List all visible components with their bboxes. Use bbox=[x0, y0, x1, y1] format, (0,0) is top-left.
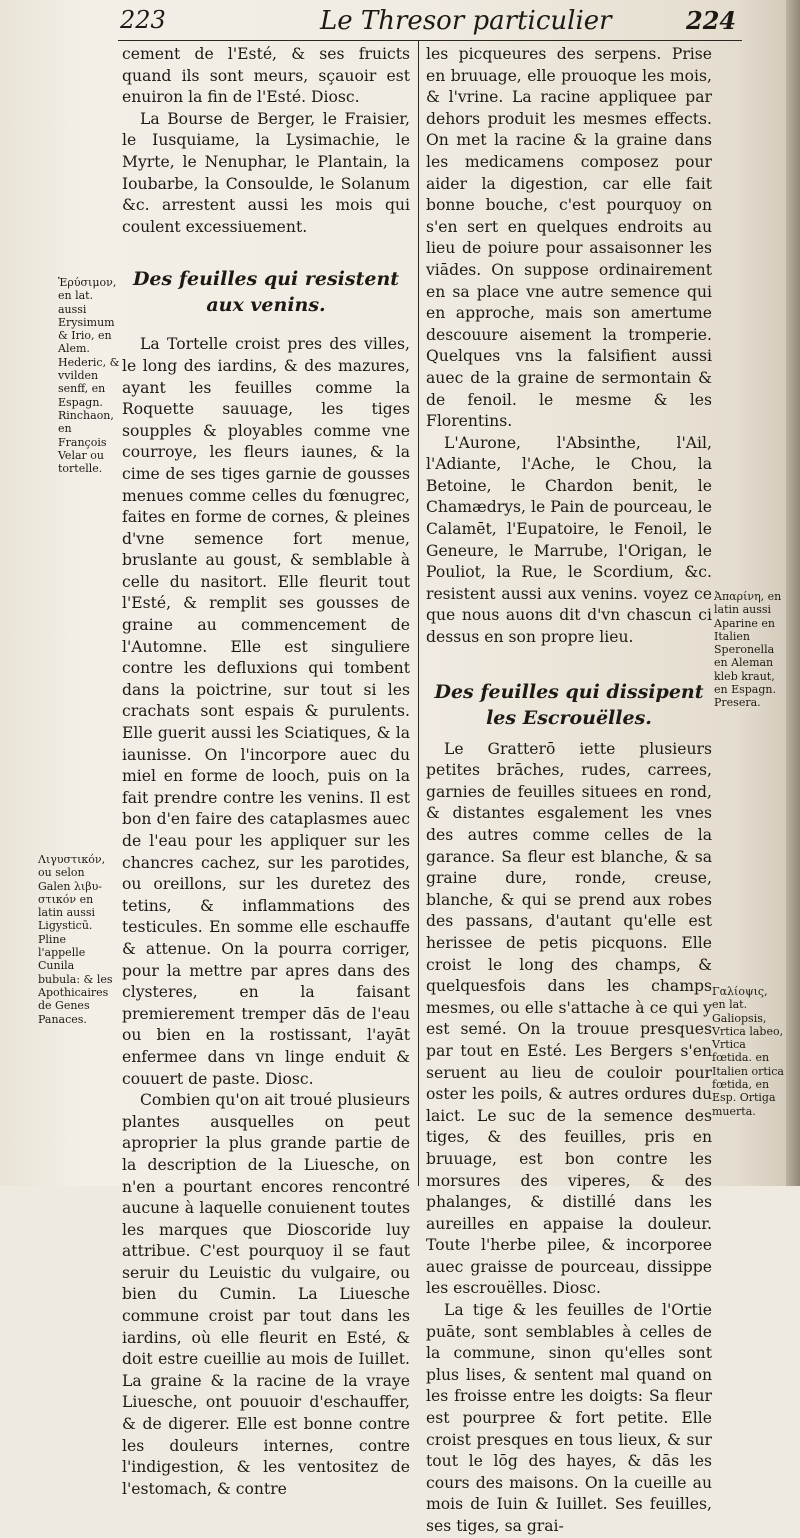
paragraph: La tige & les feuilles de l'Ortie puāte, sont semblables à celles de la commune, sinon qu'elles sont plus lises, & sentent mal quand on les froisse entre les doigts: Sa fleur est pourpree & fort petite. Elle croist presques en tous lieux, & sur tout le lōg des hayes, & dās les cours des maisons. On la cueille au mois de Iuin & Iuillet. Ses feuilles, ses tiges, sa grai- bbox=[426, 1301, 712, 1535]
paragraph: L'Aurone, l'Absinthe, l'Ail, l'Adiante, l'Ache, le Chou, la Betoine, le Chardon benit, le Chamædrys, le Pain de pourceau, le Calamēt, l'Eupatoire, le Fenoil, le Geneure, le Marrube, l'Origan, le Pouliot, la Rue, le Scordium, &c. resistent aussi aux venins. voyez ce que nous auons dit d'vn chascun ci dessus en son propre lieu. bbox=[426, 433, 712, 647]
paragraph: Combien qu'on ait troué plusieurs plantes ausquelles on peut aproprier la plus grande partie de la description de la Liuesche, on n'en a pourtant encores rencontré aucune à laquelle conuienent toutes les marques que Dioscoride luy attribue. C'est pourquoy il se faut seruir du Leuistic du vulgaire, ou bien du Cumin. La Liuesche commune croist par tout dans les iardins, où elle fleurit en Esté, & doit estre cueillie au mois de Iuillet. La graine & la racine de la vraye Liuesche, ont pouuoir d'eschauffer, & de digerer. Elle est bonne contre les douleurs internes, contre l'indigestion, & les ventositez de l'estomach, & contre bbox=[122, 1091, 410, 1498]
header-rule bbox=[118, 40, 742, 41]
paragraph: La Tortelle croist pres des villes, le long des iardins, & des mazures, ayant les feuilles comme la Roquette sauuage, les tiges soupples & ployables comme vne courroye, les fleurs iaunes, & la cime de ses tiges garnie de gousses menues comme celles du fœnugrec, faites en forme de cornes, & pleines d'vne semence fort menue, bruslante au goust, & semblable à celle du nasitort. Elle fleurit tout l'Esté, & remplit ses gousses de graine au commencement de l'Automne. Elle est singuliere contre les defluxions qui tombent dans la poictrine, sur tout si les crachats sont espais & purulents. Elle guerit aussi les Sciatiques, & la iaunisse. On l'incorpore auec du miel en forme de looch, puis on la fait prendre contre les venins. Il est bon d'en faire des cataplasmes auec de l'eau pour les appliquer sur les chancres cachez, sur les parotides, ou oreillons, sur les duretez des tetins, & inflammations des testicules. En somme elle eschauffe & attenue. On la pourra corriger, pour la mettre par apres dans des clysteres, en la faisant premierement tremper dās de l'eau ou bien en la rostissant, l'ayāt enfermee dans vn linge enduit & couuert de paste. Diosc. bbox=[122, 335, 410, 1088]
paragraph: Le Gratterō iette plusieurs petites brāches, rudes, carrees, garnies de feuilles situees en rond, & distantes esgalement les vnes des autres comme celles de la garance. Sa fleur est blanche, & sa graine dure, ronde, creuse, blanche, & qui se prend aux robes des passans, d'autant qu'elle est herissee de petis picquons. Elle croist le long des champs, & quelquesfois dans les champs mesmes, ou elle s'attache à ce qui y est semé. On la trouue presques par tout en Esté. Les Bergers s'en seruent au lieu de couloir pour oster les poils, & autres ordures du laict. Le suc de la semence des tiges, & des feuilles, pris en bruuage, est bon contre les morsures des viperes, & des phalanges, & distillé dans les aureilles en appaise la douleur. Toute l'herbe pilee, & incorporee auec graisse de pourceau, dissippe les escrouëlles. Diosc. bbox=[426, 739, 712, 1298]
margin-note: Γαλίοψις, en lat. Galiopsis, Vrtica labeo, Vrtica fœtida. en Italien ortica fœtida, en Esp. Ortiga muerta. bbox=[712, 985, 784, 1118]
paragraph: cement de l'Esté, & ses fruicts quand ils sont meurs, sçauoir est enuiron la fin de l'Esté. Diosc. bbox=[122, 45, 410, 107]
page-edge bbox=[786, 0, 800, 1186]
margin-note: Λιγυστικόν, ou selon Galen λιβυ-στικόν en latin aussi Ligysticū. Pline l'appelle Cunila bubula: & les Apothicaires de Genes Panaces. bbox=[38, 853, 113, 1026]
page-number-left: 223 bbox=[120, 6, 166, 34]
margin-note: Ἐρύσιμον, en lat. aussi Erysimum & Irio, en Alem. Hederic, & vvilden senff, en Espagn. Rinchaon, en François Velar ou tortelle. bbox=[58, 276, 120, 476]
column-rule bbox=[418, 40, 419, 1186]
paragraph: La Bourse de Berger, le Fraisier, le Iusquiame, la Lysimachie, le Myrte, le Nenuphar, le Plantain, la Ioubarbe, la Consoulde, le Solanum &c. arrestent aussi les mois qui coulent excessiuement. bbox=[122, 109, 410, 236]
section-heading: Des feuilles qui dissipent les Escrouëlles. bbox=[434, 680, 704, 729]
running-title: Le Thresor particulier bbox=[320, 6, 612, 36]
page-number-right: 224 bbox=[686, 6, 737, 35]
margin-note: Ἀπαρίνη, en latin aussi Aparine en Italien Speronella en Aleman kleb kraut, en Espagn. Presera. bbox=[714, 590, 782, 710]
section-heading: Des feuilles qui resistent aux venins. bbox=[132, 268, 400, 317]
paragraph: les picqueures des serpens. Prise en bruuage, elle prouoque les mois, & l'vrine. La racine appliquee par dehors produit les mesmes effects. On met la racine & la graine dans les medicamens composez pour aider la digestion, car elle fait bonne bouche, c'est pourquoy on s'en sert en quelques endroits au lieu de poiure pour assaisonner les viādes. On suppose ordinairement en sa place vne autre semence qui en approche, mais son amertume descouure aisement la tromperie. Quelques vns la falsifient aussi auec de la graine de sermontain & de fenoil. le mesme & les Florentins. bbox=[426, 45, 712, 431]
right-column bbox=[426, 44, 712, 1538]
left-column bbox=[122, 44, 410, 1500]
